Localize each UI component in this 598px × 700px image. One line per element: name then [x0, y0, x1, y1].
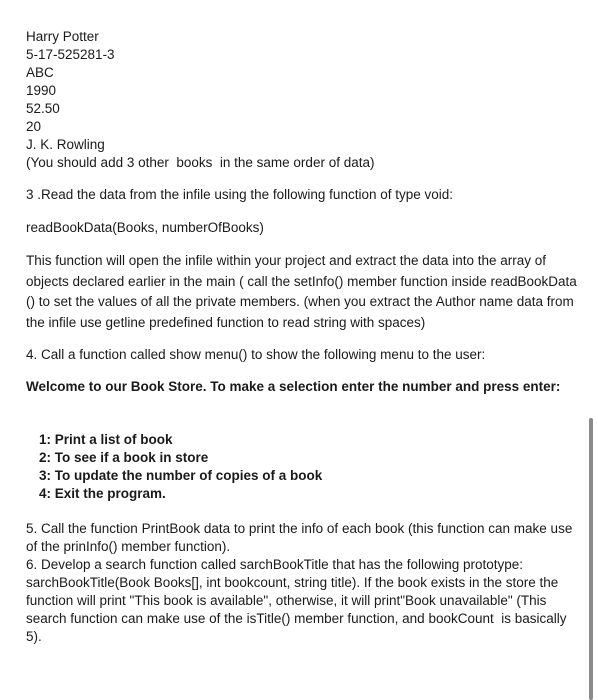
welcome-message: Welcome to our Book Store. To make a selection enter the number and press enter: — [26, 379, 561, 394]
book-year: 1990 — [26, 83, 57, 98]
store-menu — [26, 431, 582, 503]
book-sample-data — [26, 28, 582, 172]
book-publisher: ABC — [26, 65, 54, 80]
step5-text: 5. Call the function PrintBook data to print the info of each book (this function can make use of the prinInfo() member function). — [26, 521, 573, 554]
book-price: 52.50 — [26, 101, 60, 116]
step6-text: 6. Develop a search function called sarchBookTitle that has the following prototype: sarchBookTitle(Book Books[], int bookcount, string title). If the book exists in the store the function will print "This book is available", otherwise, it will print"Book unavailable" (This search function can make use of the isTitle() member function, and bookCount is basically 5). — [26, 557, 571, 644]
step3-signature: readBookData(Books, numberOfBooks) — [26, 220, 264, 235]
document-page — [26, 28, 582, 646]
menu-item: 4: Exit the program. — [39, 486, 166, 501]
step3-description: This function will open the infile within your project and extract the data into the array of objects declared earlier in the main ( call the setInfo() member function inside readBookData () to set the values of all the private members. (when you extract the Author name data from the infile use getline predefined function to read string with spaces) — [26, 253, 577, 330]
menu-item: 2: To see if a book in store — [39, 450, 209, 465]
book-title: Harry Potter — [26, 29, 99, 44]
menu-item: 3: To update the number of copies of a book — [39, 468, 323, 483]
step3-heading: 3 .Read the data from the infile using the following function of type void: — [26, 187, 454, 202]
vertical-scrollbar[interactable] — [589, 418, 593, 700]
book-data-note: (You should add 3 other books in the same order of data) — [26, 155, 375, 170]
book-author: J. K. Rowling — [26, 137, 105, 152]
step4-heading: 4. Call a function called show menu() to show the following menu to the user: — [26, 347, 486, 362]
book-isbn: 5-17-525281-3 — [26, 47, 115, 62]
book-copies: 20 — [26, 119, 42, 134]
menu-item: 1: Print a list of book — [39, 432, 173, 447]
